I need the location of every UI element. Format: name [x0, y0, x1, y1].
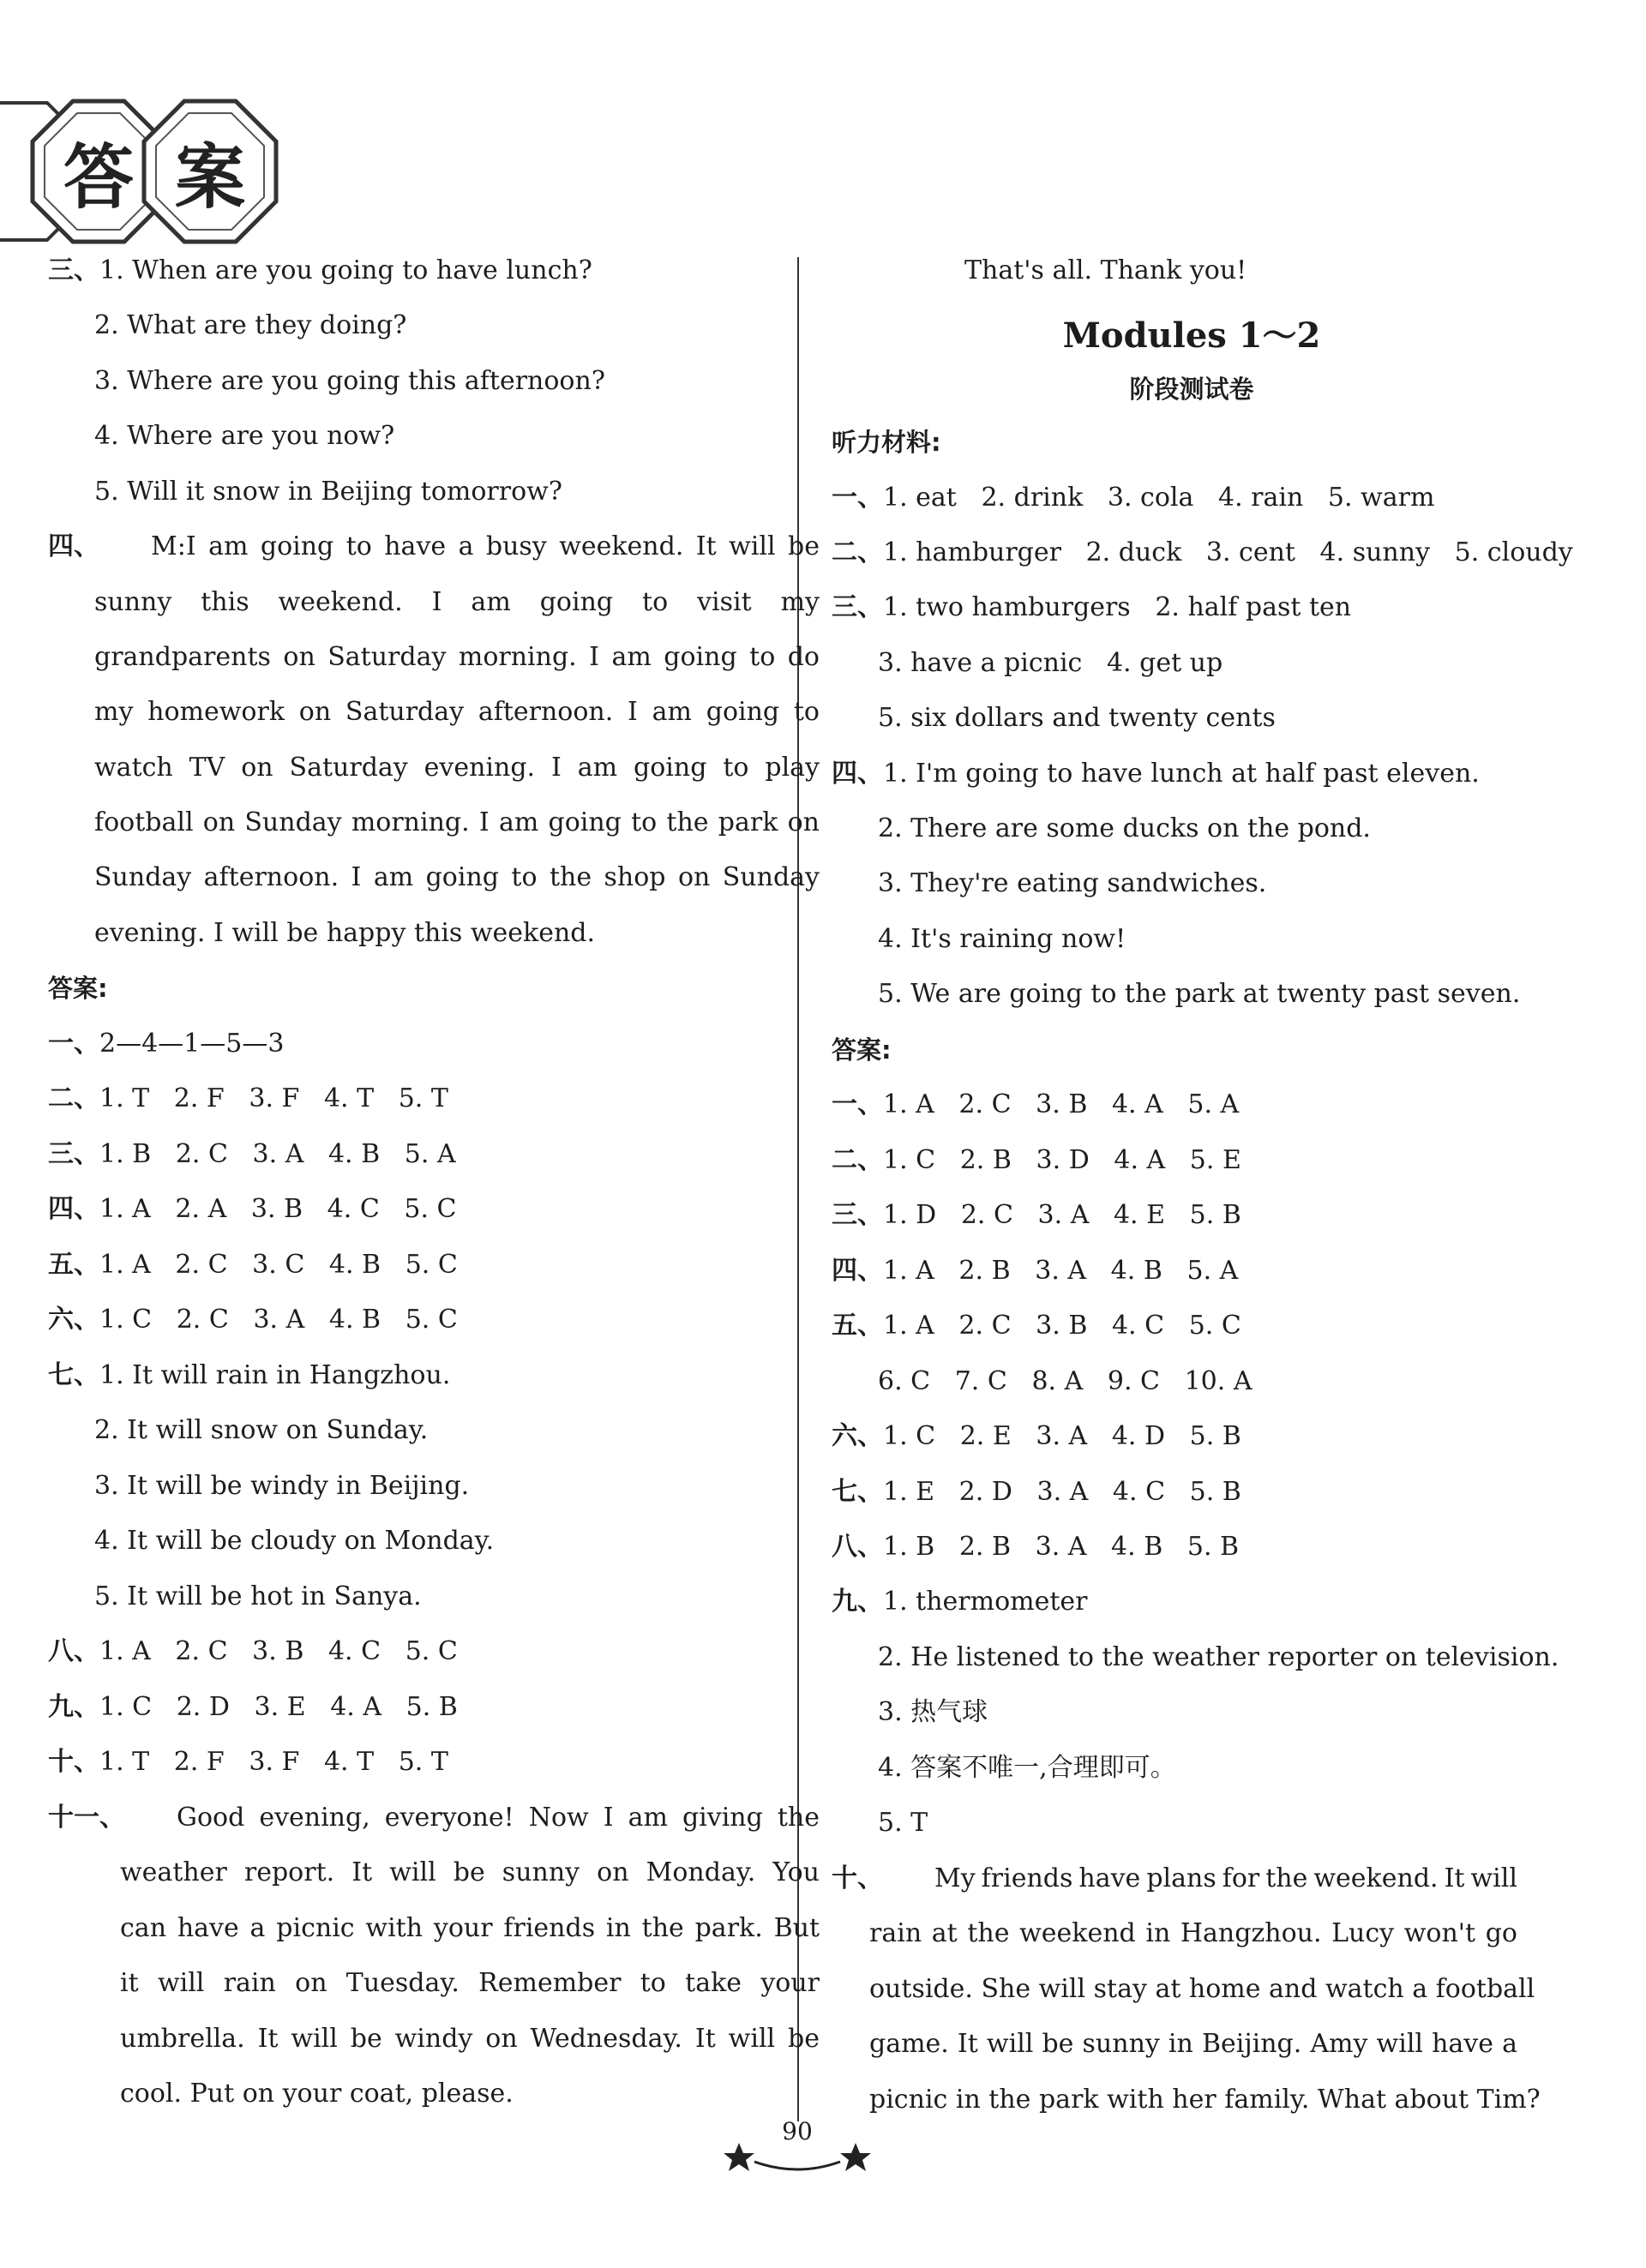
r-l3-row-2: 3. have a picnic 4. get up: [878, 648, 1223, 678]
r-s9-row-3: 3. 热气球: [878, 1697, 988, 1727]
l-s11-label: 十一、: [48, 1803, 125, 1833]
l-s4-line-6: football on Sunday morning. I am going to the park on: [94, 807, 820, 837]
l-answer-row-2: 二、1. T 2. F 3. F 4. T 5. T: [48, 1083, 448, 1113]
r-answer-row-5b: 6. C 7. C 8. A 9. C 10. A: [878, 1366, 1253, 1396]
r-closing-line: That's all. Thank you!: [964, 255, 1247, 285]
l-s3-row-2: 2. What are they doing?: [94, 310, 407, 340]
r-l4-row-2: 2. There are some ducks on the pond.: [878, 813, 1371, 843]
module-title: Modules 1～2: [1062, 315, 1321, 356]
r-answer-row-4: 四、1. A 2. B 3. A 4. B 5. A: [832, 1256, 1239, 1286]
r-answers-label: 答案:: [832, 1035, 892, 1065]
l-s4-line-5: watch TV on Saturday evening. I am going to play: [94, 753, 820, 783]
l-s4-line-7: Sunday afternoon. I am going to the shop on Sunday: [94, 862, 820, 892]
l-s7-row-1: 七、1. It will rain in Hangzhou.: [48, 1360, 451, 1390]
r-s10-label: 十、: [832, 1863, 883, 1893]
r-answer-row-3: 三、1. D 2. C 3. A 4. E 5. B: [832, 1200, 1241, 1230]
l-s11-line-2: weather report. It will be sunny on Monday. You: [120, 1857, 820, 1887]
r-listen-row-1: 一、1. eat 2. drink 3. cola 4. rain 5. warm: [832, 483, 1435, 513]
listening-label: 听力材料:: [832, 428, 941, 457]
r-s10-line-2: rain at the weekend in Hangzhou. Lucy won't go: [869, 1918, 1517, 1948]
r-s10-line-1: My friends have plans for the weekend. It will: [934, 1863, 1517, 1893]
l-s4-line-1: M:I am going to have a busy weekend. It will be: [151, 531, 820, 561]
r-answer-row-1: 一、1. A 2. C 3. B 4. A 5. A: [832, 1089, 1240, 1119]
badge-text-1: 答: [63, 136, 134, 219]
l-answer-row-9: 九、1. C 2. D 3. E 4. A 5. B: [48, 1692, 458, 1722]
page-number: 90: [782, 2117, 813, 2145]
r-s9-row-5: 5. T: [878, 1808, 928, 1838]
r-answer-row-7: 七、1. E 2. D 3. A 4. C 5. B: [832, 1477, 1241, 1507]
badge-text-2: 案: [174, 136, 245, 219]
l-s4-line-8: evening. I will be happy this weekend.: [94, 918, 596, 948]
l-answer-row-4: 四、1. A 2. A 3. B 4. C 5. C: [48, 1194, 457, 1224]
r-l4-row-1: 四、1. I'm going to have lunch at half past eleven.: [832, 759, 1480, 789]
r-s10-line-3: outside. She will stay at home and watch a football: [869, 1974, 1535, 2004]
l-answer-row-1: 一、2—4—1—5—3: [48, 1029, 285, 1059]
l-s3-row-1: 三、1. When are you going to have lunch?: [48, 255, 592, 285]
r-l4-row-5: 5. We are going to the park at twenty past seven.: [878, 979, 1521, 1009]
l-answer-row-8: 八、1. A 2. C 3. B 4. C 5. C: [48, 1636, 458, 1666]
r-answer-row-5: 五、1. A 2. C 3. B 4. C 5. C: [832, 1311, 1241, 1341]
r-answer-row-6: 六、1. C 2. E 3. A 4. D 5. B: [832, 1421, 1241, 1451]
l-s3-row-4: 4. Where are you now?: [94, 421, 395, 451]
l-s11-line-4: it will rain on Tuesday. Remember to take your: [120, 1968, 820, 1998]
r-l4-row-3: 3. They're eating sandwiches.: [878, 868, 1267, 898]
r-s9-row-4: 4. 答案不唯一,合理即可。: [878, 1753, 1176, 1783]
r-s9-row-2: 2. He listened to the weather reporter on television.: [878, 1642, 1559, 1672]
r-l4-row-4: 4. It's raining now!: [878, 924, 1126, 954]
l-s7-row-2: 2. It will snow on Sunday.: [94, 1415, 429, 1445]
r-listen-row-2: 二、1. hamburger 2. duck 3. cent 4. sunny 5. cloudy: [832, 537, 1573, 567]
l-answer-row-3: 三、1. B 2. C 3. A 4. B 5. A: [48, 1139, 456, 1169]
l-s3-row-3: 3. Where are you going this afternoon?: [94, 366, 605, 396]
l-answers-label: 答案:: [48, 974, 108, 1003]
l-s3-row-5: 5. Will it snow in Beijing tomorrow?: [94, 477, 562, 507]
l-s7-row-5: 5. It will be hot in Sanya.: [94, 1581, 422, 1611]
l-s7-row-3: 3. It will be windy in Beijing.: [94, 1471, 470, 1501]
l-s11-line-5: umbrella. It will be windy on Wednesday. It will be: [120, 2024, 820, 2054]
r-answer-row-8: 八、1. B 2. B 3. A 4. B 5. B: [832, 1532, 1240, 1562]
page-footer: [720, 2117, 874, 2186]
l-s7-row-4: 4. It will be cloudy on Monday.: [94, 1526, 495, 1556]
l-s4-line-2: sunny this weekend. I am going to visit my: [94, 587, 820, 617]
r-l3-row-3: 5. six dollars and twenty cents: [878, 703, 1276, 733]
l-answer-row-6: 六、1. C 2. C 3. A 4. B 5. C: [48, 1305, 458, 1335]
l-answer-row-5: 五、1. A 2. C 3. C 4. B 5. C: [48, 1250, 458, 1280]
l-s11-line-3: can have a picnic with your friends in the park. But: [120, 1913, 820, 1943]
r-s10-line-5: picnic in the park with her family. What about Tim?: [869, 2085, 1541, 2115]
l-s4-line-3: grandparents on Saturday morning. I am going to do: [94, 642, 820, 672]
r-s9-row-1: 九、1. thermometer: [832, 1587, 1088, 1617]
r-l3-row-1: 三、1. two hamburgers 2. half past ten: [832, 592, 1352, 622]
l-s11-line-1: Good evening, everyone! Now I am giving the: [177, 1803, 820, 1833]
l-s11-line-6: cool. Put on your coat, please.: [120, 2079, 514, 2109]
l-answer-row-10: 十、1. T 2. F 3. F 4. T 5. T: [48, 1747, 448, 1777]
test-subtitle: 阶段测试卷: [1129, 375, 1254, 404]
r-s10-line-4: game. It will be sunny in Beijing. Amy will have a: [869, 2029, 1517, 2059]
badge-char-2: [137, 94, 283, 249]
r-answer-row-2: 二、1. C 2. B 3. D 4. A 5. E: [832, 1145, 1241, 1175]
l-s4-line-4: my homework on Saturday afternoon. I am going to: [94, 697, 820, 727]
l-s4-label: 四、: [48, 531, 99, 561]
